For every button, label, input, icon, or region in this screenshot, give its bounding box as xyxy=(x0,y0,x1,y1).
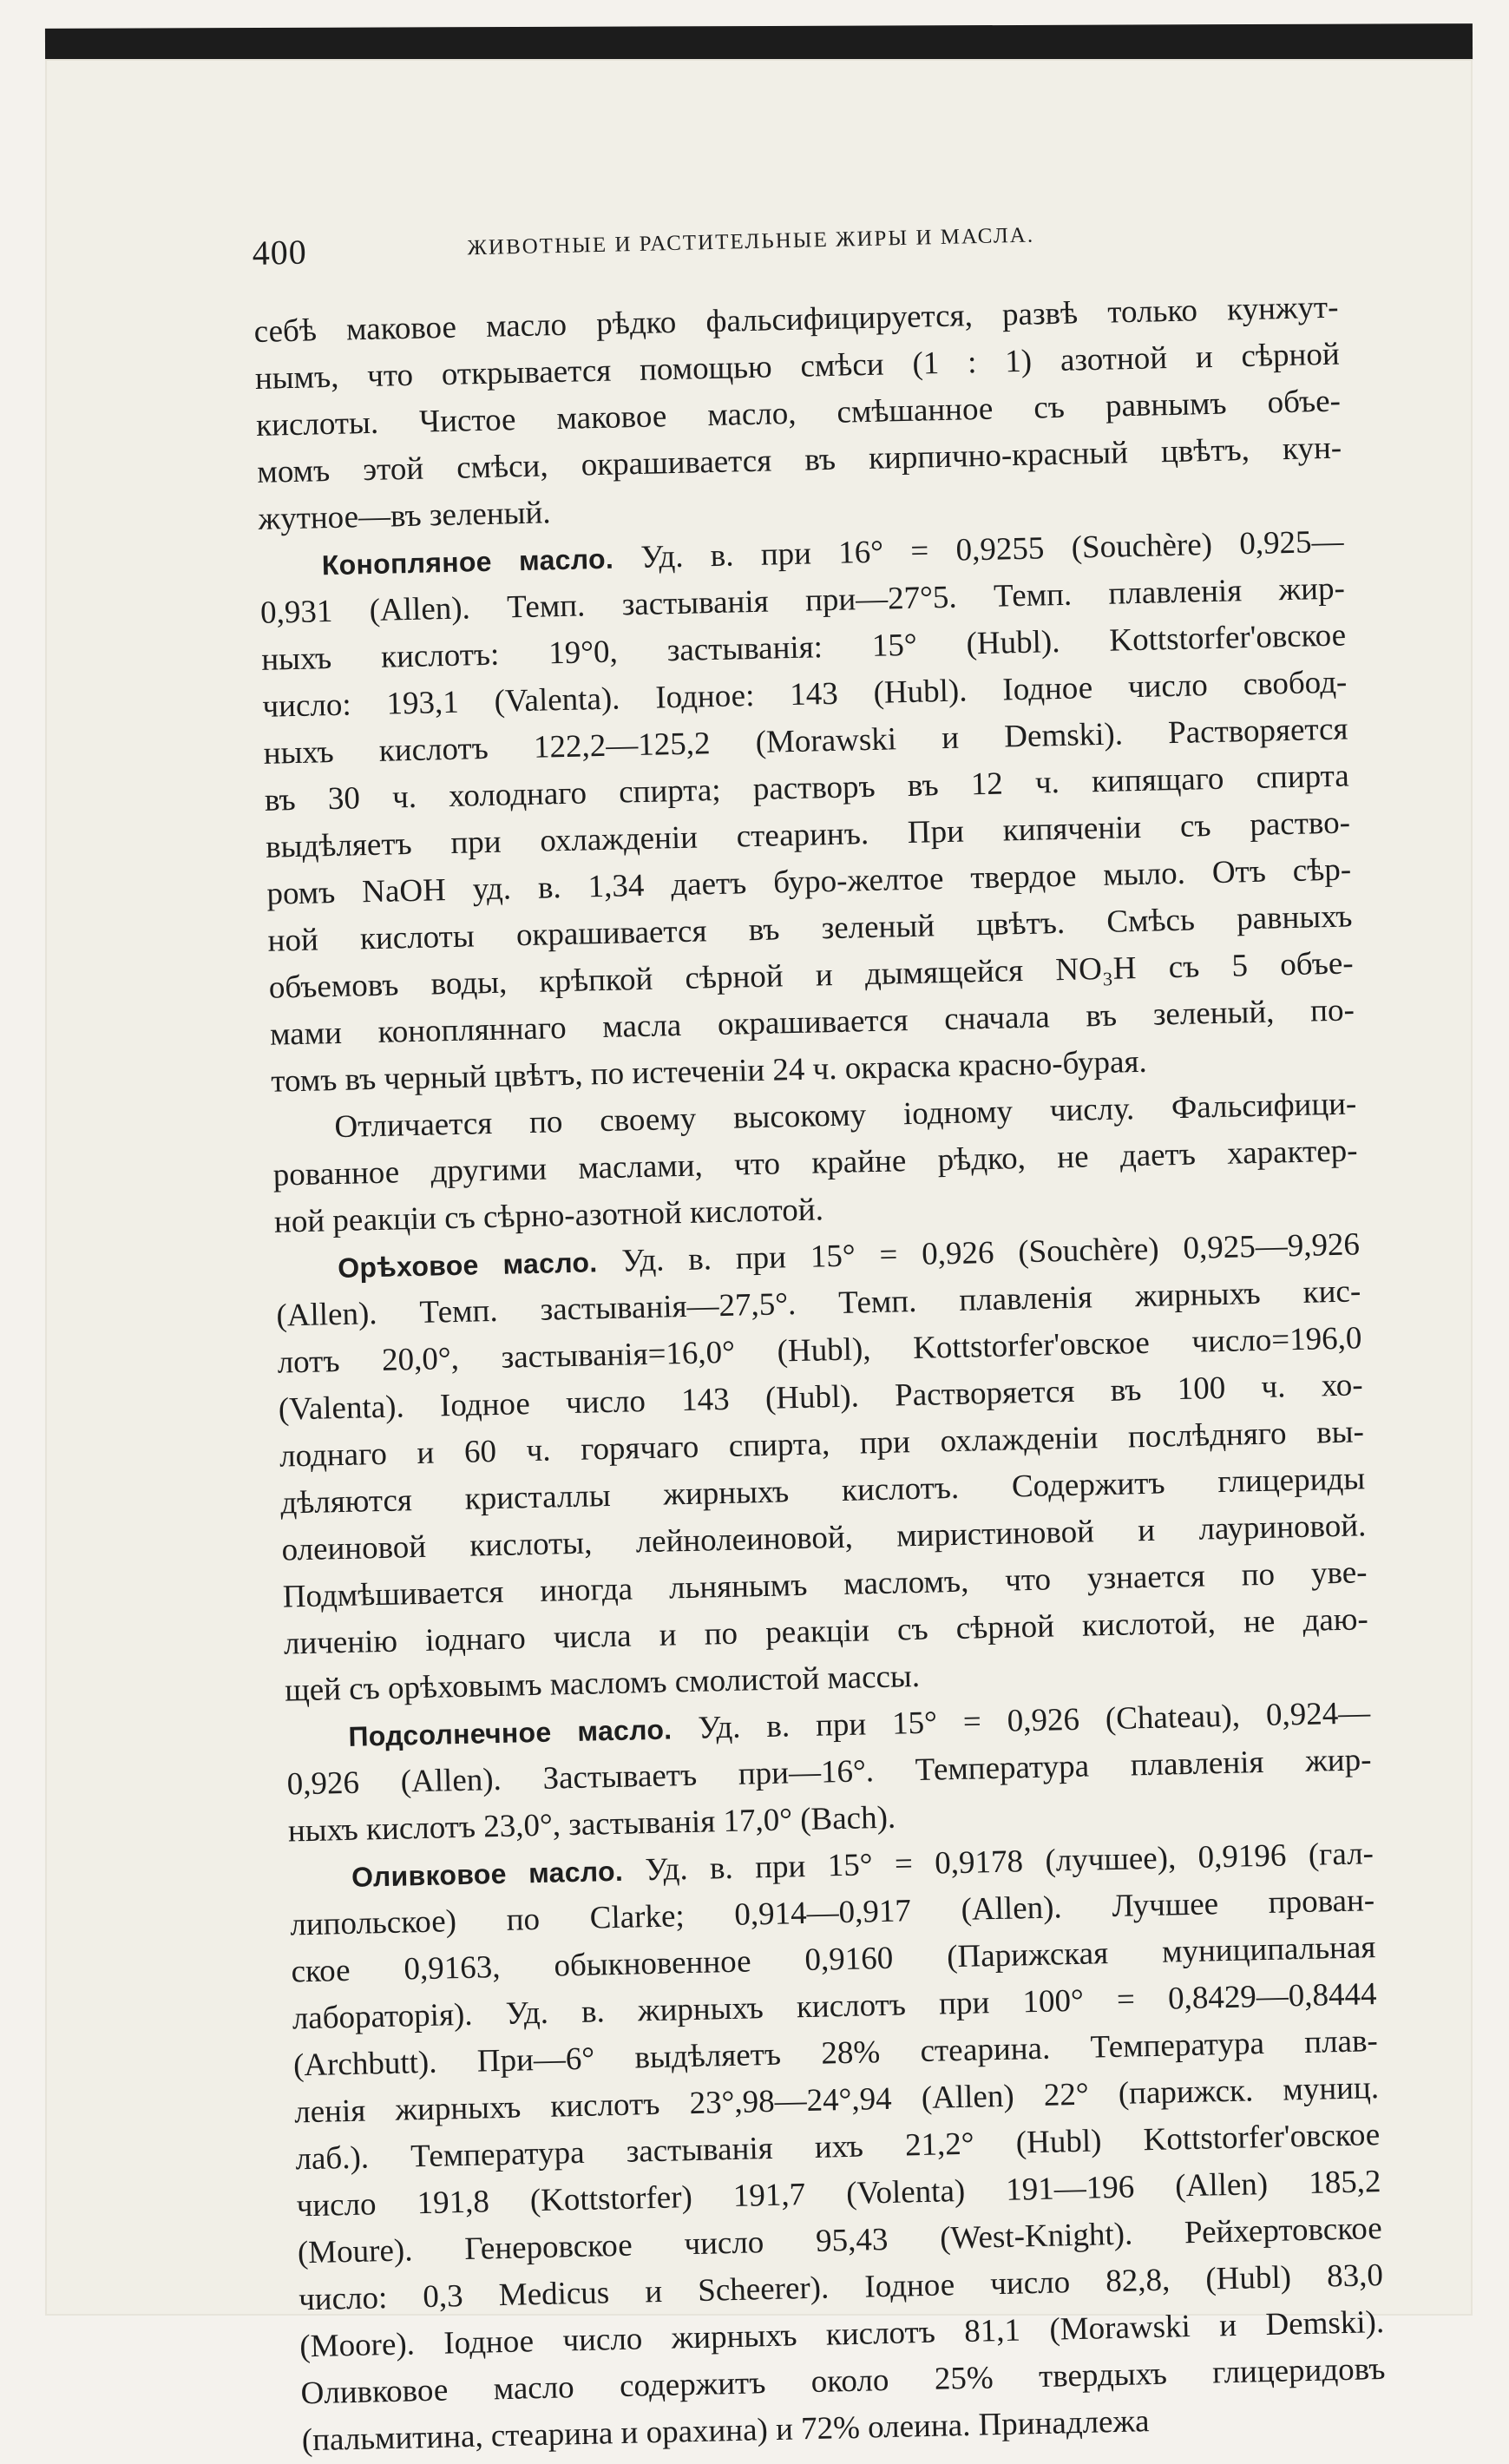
line-text: ной реакціи съ сѣрно-азотной кислотой. xyxy=(273,1192,824,1240)
line-text: рованное другими маслами, что крайне рѣдко, не даетъ характер- xyxy=(272,1133,1358,1193)
line-text: въ 30 ч. холоднаго спирта; растворъ въ 12 ч. кипящаго спирта xyxy=(264,758,1350,818)
line-text: лабораторія). Уд. в. жирныхъ кислотъ при 100° = 0,8429—0,8444 xyxy=(292,1976,1377,2037)
line-text: (Moore). Іодное число жирныхъ кислотъ 81,1 (Morawski и Demski). xyxy=(299,2304,1385,2365)
line-text: (пальмитина, стеарина и орахина) и 72% олеина. Принадлежа xyxy=(301,2403,1150,2459)
line-text: 0,931 (Allen). Темп. застыванія при—27°5. Темп. плавленія жир- xyxy=(259,570,1346,631)
paragraph xyxy=(272,1081,1359,1245)
section-heading: Орѣховое масло. xyxy=(337,1246,598,1285)
line-text: Отличается по своему высокому іодному числу. Фальсифици- xyxy=(334,1086,1357,1146)
page-text xyxy=(252,203,1387,2464)
line-text: ной кислоты окрашивается въ зеленый цвѣтъ. Смѣсь равныхъ xyxy=(267,898,1353,959)
page-number: 400 xyxy=(252,232,308,273)
line-text: Уд. в. при 15° = 0,926 (Chateau), 0,924— xyxy=(697,1695,1371,1746)
line-text: (Moure). Генеровское число 95,43 (West-Knight). Рейхертовское xyxy=(297,2211,1383,2271)
line-text: личенію іоднаго числа и по реакціи съ сѣрной кислотой, не даю- xyxy=(283,1601,1369,1662)
line-text: (Allen). Темп. застыванія—27,5°. Темп. плавленія жирныхъ кис- xyxy=(275,1273,1361,1334)
paragraphs xyxy=(253,285,1387,2464)
line-text: ныхъ кислотъ 122,2—125,2 (Morawski и Demski). Растворяется xyxy=(263,711,1348,772)
line-text: жутное—въ зеленый. xyxy=(258,495,551,537)
paragraph xyxy=(275,1221,1370,1714)
section-heading: Конопляное масло. xyxy=(321,542,614,582)
line-text: число: 193,1 (Valenta). Іодное: 143 (Hubl). Іодное число свобод- xyxy=(262,664,1348,725)
line-text: ныхъ кислотъ 23,0°, застыванія 17,0° (Bach). xyxy=(287,1799,896,1850)
line-text: дѣляются кристаллы жирныхъ кислотъ. Содержитъ глицериды xyxy=(279,1461,1366,1521)
line-text: момъ этой смѣси, окрашивается въ кирпично-красный цвѣтъ, кун- xyxy=(256,430,1342,490)
line-text: число 191,8 (Kottstorfer) 191,7 (Volenta) 191—196 (Allen) 185,2 xyxy=(296,2164,1381,2224)
running-head: ЖИВОТНЫЕ И РАСТИТЕЛЬНЫЕ ЖИРЫ И МАСЛА. xyxy=(467,223,1035,260)
line-text: объемовъ воды, крѣпкой сѣрной и дымящейся NO₃H съ 5 объе- xyxy=(268,945,1355,1006)
paragraph xyxy=(259,519,1355,1106)
section-heading: Подсолнечное масло. xyxy=(348,1713,672,1752)
line-text: щей съ орѣховымъ масломъ смолистой массы. xyxy=(284,1658,921,1709)
line-text: кислоты. Чистое маковое масло, смѣшанное съ равнымъ объе- xyxy=(255,383,1342,444)
paragraph xyxy=(285,1690,1373,1855)
line-text: выдѣляетъ при охлажденіи стеаринъ. При кипяченіи съ раство- xyxy=(265,805,1351,865)
line-text: нымъ, что открывается помощью смѣси (1 : 1) азотной и сѣрной xyxy=(254,336,1341,397)
line-text: ромъ NaOH уд. в. 1,34 даетъ буро-желтое твердое мыло. Отъ сѣр- xyxy=(266,851,1352,912)
line-text: липольское) по Clarke; 0,914—0,917 (Allen). Лучшее прован- xyxy=(289,1882,1375,1943)
line-text: олеиновой кислоты, лейнолеиновой, миристиновой и лауриновой. xyxy=(281,1508,1367,1568)
paragraph xyxy=(289,1830,1388,2464)
line-text: ныхъ кислотъ: 19°0, застыванія: 15° (Hubl). Kottstorfer'овское xyxy=(260,617,1347,678)
line-text: Уд. в. при 16° = 0,9255 (Souchère) 0,925— xyxy=(640,523,1345,575)
paragraph xyxy=(253,285,1343,543)
line-text: лотъ 20,0°, застыванія=16,0° (Hubl), Kottstorfer'овское число=196,0 xyxy=(277,1320,1362,1381)
line-text: томъ въ черный цвѣтъ, по истеченіи 24 ч. окраска красно-бурая. xyxy=(270,1043,1148,1100)
line-text: Подмѣшивается иногда льнянымъ масломъ, что узнается по уве- xyxy=(282,1554,1368,1615)
line-text: Оливковое масло содержитъ около 25% твердыхъ глицеридовъ xyxy=(300,2351,1386,2412)
line-text: 0,926 (Allen). Застываетъ при—16°. Температура плавленія жир- xyxy=(286,1742,1372,1803)
line-text: лоднаго и 60 ч. горячаго спирта, при охлажденіи послѣдняго вы- xyxy=(279,1414,1365,1475)
line-text: ское 0,9163, обыкновенное 0,9160 (Парижская муниципальная xyxy=(291,1929,1376,1990)
line-text: число: 0,3 Medicus и Scheerer). Іодное число 82,8, (Hubl) 83,0 xyxy=(298,2257,1384,2318)
line-text: (Valenta). Іодное число 143 (Hubl). Растворяется въ 100 ч. хо- xyxy=(278,1367,1364,1428)
line-text: мами конопляннаго масла окрашивается сначала въ зеленый, по- xyxy=(269,992,1355,1053)
line-text: лаб.). Температура застыванія ихъ 21,2° (Hubl) Kottstorfer'овское xyxy=(295,2117,1381,2178)
section-heading: Оливковое масло. xyxy=(351,1855,624,1893)
line-text: Уд. в. при 15° = 0,926 (Souchère) 0,925—9,926 xyxy=(620,1226,1361,1279)
line-text: (Archbutt). При—6° выдѣляетъ 28% стеарина. Температура плав- xyxy=(292,2023,1379,2084)
line-text: Уд. в. при 15° = 0,9178 (лучшее), 0,9196 (гал- xyxy=(645,1836,1375,1889)
line-text: ленія жирныхъ кислотъ 23°,98—24°,94 (Allen) 22° (парижск. муниц. xyxy=(293,2070,1380,2131)
line-text: себѣ маковое масло рѣдко фальсифицируется, развѣ только кунжут- xyxy=(253,289,1339,350)
